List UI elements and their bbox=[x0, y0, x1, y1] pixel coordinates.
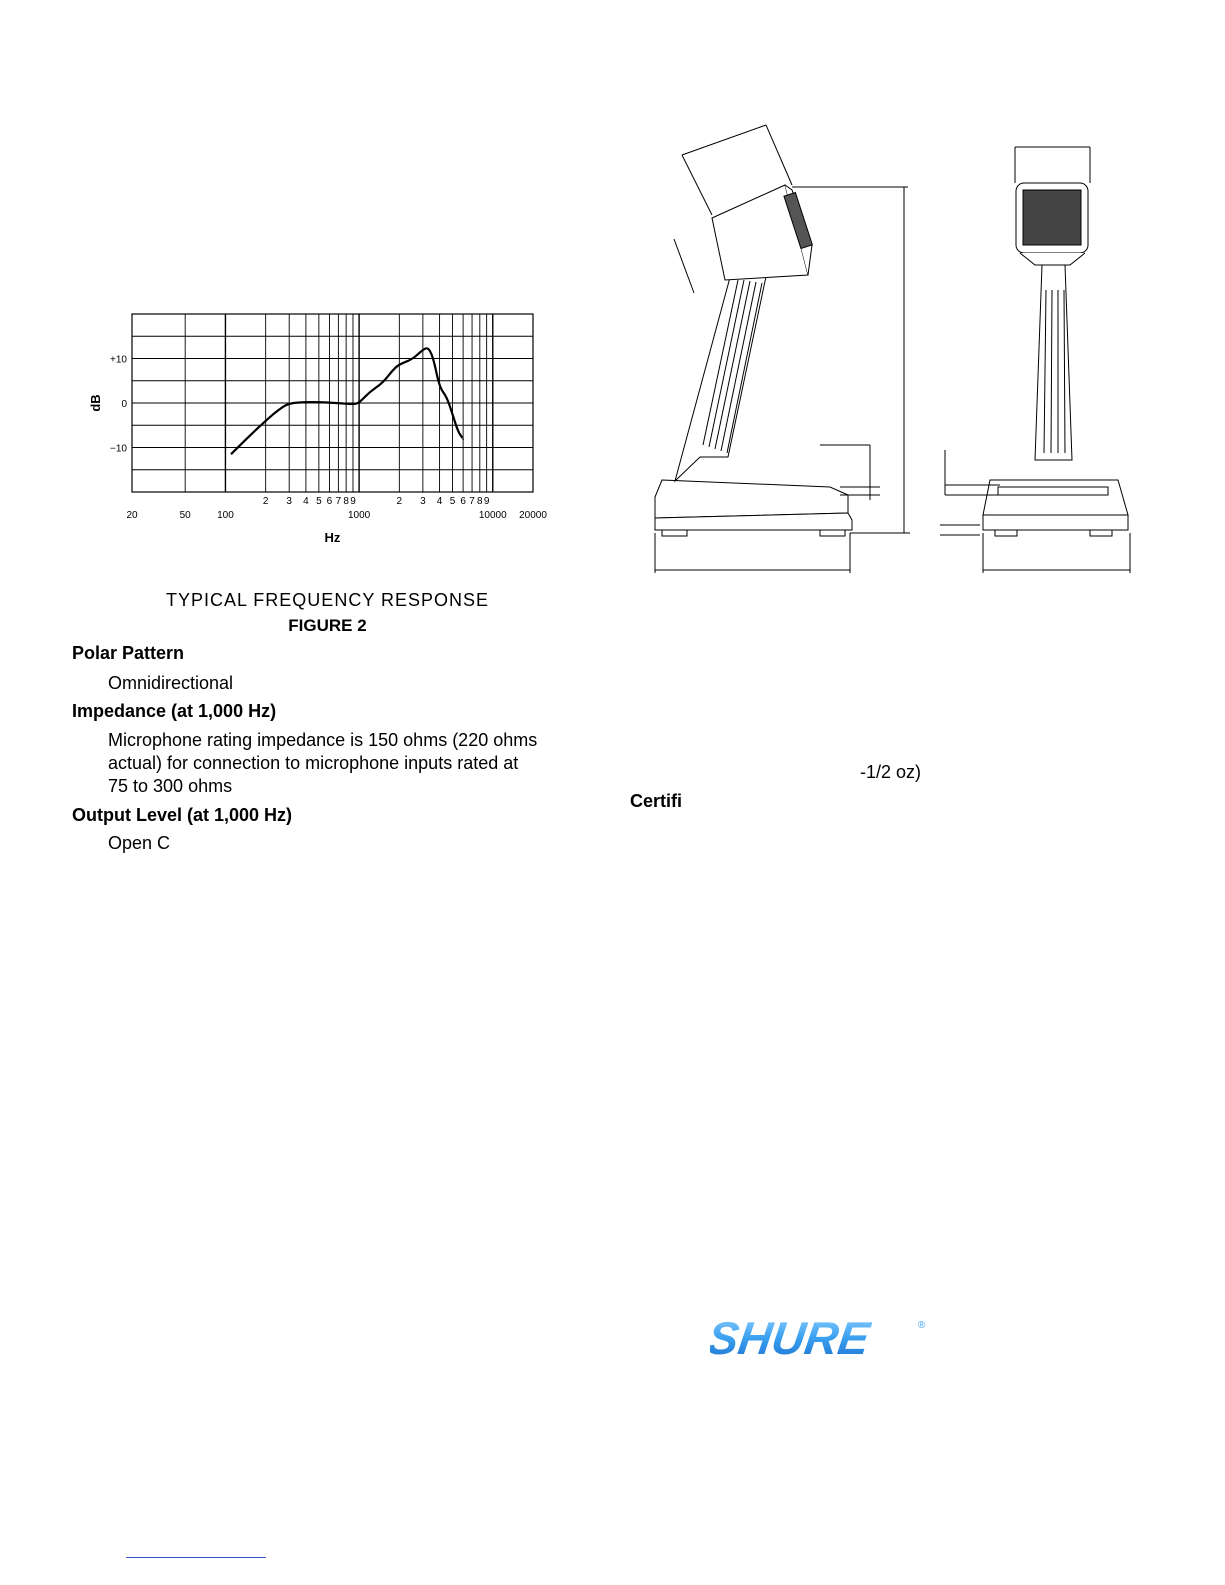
y-tick-label: −10 bbox=[110, 443, 127, 455]
figure-caption-number: FIGURE 2 bbox=[288, 616, 367, 635]
x-major-tick-label: 20 bbox=[126, 510, 138, 521]
y-tick-label: +10 bbox=[110, 354, 127, 366]
x-minor-tick-label: 4 bbox=[436, 496, 443, 507]
frequency-response-plot bbox=[70, 300, 570, 560]
footer-link-underline bbox=[126, 1557, 266, 1558]
impedance-line-1: Microphone rating impedance is 150 ohms (220 ohms bbox=[108, 730, 538, 750]
x-minor-tick-label: 4 bbox=[303, 496, 309, 507]
x-minor-tick-label: 5 bbox=[316, 496, 322, 507]
x-axis-label: Hz bbox=[324, 530, 341, 545]
x-minor-tick-label: 9 bbox=[350, 496, 356, 507]
output-level-heading: Output Level (at 1,000 Hz) bbox=[72, 805, 293, 825]
y-axis-label: dB bbox=[88, 394, 103, 412]
impedance-heading: Impedance (at 1,000 Hz) bbox=[72, 701, 277, 721]
polar-pattern-heading: Polar Pattern bbox=[72, 643, 185, 663]
x-minor-tick-label: 9 bbox=[483, 496, 490, 507]
x-minor-tick-label: 6 bbox=[460, 496, 466, 507]
x-minor-tick-label: 2 bbox=[396, 496, 403, 507]
x-minor-tick-label: 8 bbox=[477, 496, 483, 507]
x-major-tick-label: 100 bbox=[217, 510, 234, 521]
impedance-line-2: actual) for connection to microphone inputs rated at bbox=[108, 753, 519, 773]
x-major-tick-label: 1000 bbox=[347, 510, 371, 521]
impedance-line-3: 75 to 300 ohms bbox=[108, 776, 233, 796]
x-minor-tick-label: 8 bbox=[343, 496, 349, 507]
output-level-value: Open C bbox=[108, 833, 171, 853]
x-minor-tick-label: 3 bbox=[286, 496, 292, 507]
registered-mark: ® bbox=[918, 1320, 926, 1331]
frequency-response-chart bbox=[70, 300, 570, 560]
shure-logo-wordmark: SHURE bbox=[710, 1312, 873, 1364]
x-major-tick-label: 10000 bbox=[478, 510, 507, 521]
x-major-tick-label: 50 bbox=[179, 510, 191, 521]
x-minor-tick-label: 7 bbox=[335, 496, 342, 507]
x-minor-tick-label: 7 bbox=[469, 496, 475, 507]
certification-heading-fragment: Certifi bbox=[630, 791, 683, 811]
x-minor-tick-label: 5 bbox=[449, 496, 456, 507]
figure-caption-title: TYPICAL FREQUENCY RESPONSE bbox=[165, 590, 490, 610]
shure-logo-mark bbox=[710, 1310, 935, 1370]
microphone-outline-illustration bbox=[640, 115, 1150, 585]
weight-text-fragment: -1/2 oz) bbox=[860, 762, 922, 782]
impedance-description bbox=[108, 729, 588, 798]
x-minor-tick-label: 3 bbox=[420, 496, 426, 507]
shure-logo bbox=[710, 1310, 935, 1370]
x-major-tick-label: 20000 bbox=[519, 510, 547, 521]
y-tick-label: 0 bbox=[121, 399, 127, 410]
polar-pattern-value: Omnidirectional bbox=[108, 673, 234, 693]
microphone-dimension-drawing bbox=[640, 115, 1150, 585]
x-minor-tick-label: 2 bbox=[262, 496, 269, 507]
x-minor-tick-label: 6 bbox=[326, 496, 333, 507]
